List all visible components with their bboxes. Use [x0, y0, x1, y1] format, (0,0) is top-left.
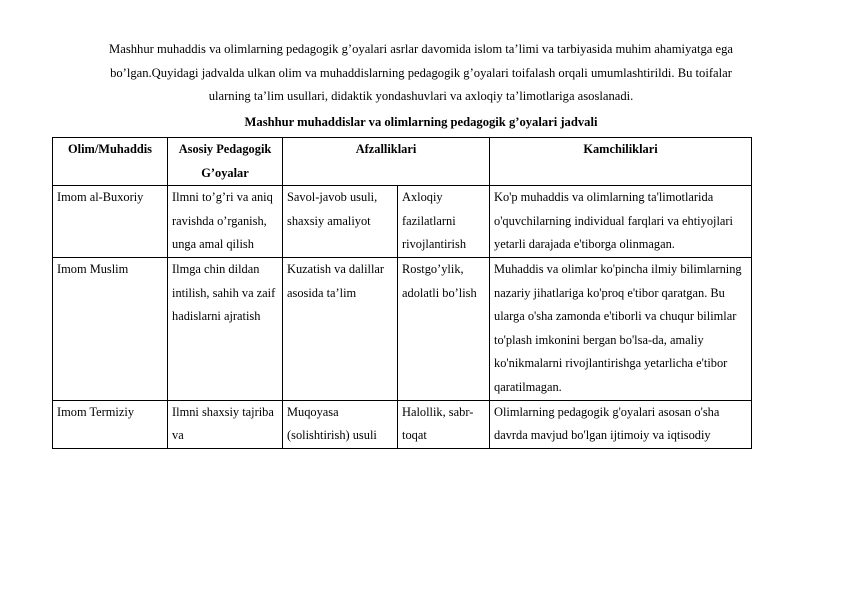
cell-advantage-method: Savol-javob usuli, shaxsiy amaliyot: [283, 186, 398, 258]
header-advantages: Afzalliklari: [283, 138, 490, 186]
table-row: [53, 257, 752, 400]
cell-shortcoming: Muhaddis va olimlar ko'pincha ilmiy bilimlarning nazariy jihatlariga ko'proq e'tibor qaratgan. Bu ularga o'sha zamonda e'tiborli va chuqur bilimlar to'plash imkonini bergan bo'lsa-da, amaliy ko'nikmalarni rivojlantirishga yetarlicha e'tibor qaratilmagan.: [490, 257, 752, 400]
cell-idea: Ilmga chin dildan intilish, sahih va zaif hadislarni ajratish: [168, 257, 283, 400]
cell-scholar: Imom al-Buxoriy: [53, 186, 168, 258]
header-scholar: Olim/Muhaddis: [53, 138, 168, 186]
table-header-row: [53, 138, 752, 186]
cell-advantage-method: Kuzatish va dalillar asosida ta’lim: [283, 257, 398, 400]
table-title: Mashhur muhaddislar va olimlarning pedagogik g’oyalari jadvali: [244, 115, 598, 129]
intro-line: ularning ta’lim usullari, didaktik yondashuvlari va axloqiy ta’limotlariga asoslanadi.: [208, 89, 634, 103]
cell-advantage-method: Muqoyasa (solishtirish) usuli: [283, 400, 398, 448]
cell-scholar: Imom Muslim: [53, 257, 168, 400]
intro-paragraph: [62, 38, 780, 109]
cell-idea: Ilmni shaxsiy tajriba va: [168, 400, 283, 448]
cell-advantage-virtue: Axloqiy fazilatlarni rivojlantirish: [398, 186, 490, 258]
cell-advantage-virtue: Halollik, sabr-toqat: [398, 400, 490, 448]
cell-scholar: Imom Termiziy: [53, 400, 168, 448]
table-row: [53, 186, 752, 258]
header-shortcomings: Kamchiliklari: [490, 138, 752, 186]
intro-line: bo’lgan.Quyidagi jadvalda ulkan olim va muhaddislarning pedagogik g’oyalari toifalash orqali umumlashtirildi. Bu toifalar: [110, 65, 732, 80]
pedagogy-table: [52, 137, 752, 449]
cell-advantage-virtue: Rostgo’ylik, adolatli bo’lish: [398, 257, 490, 400]
cell-shortcoming: Ko'p muhaddis va olimlarning ta'limotlarida o'quvchilarning individual farqlari va ehtiyojlari yetarli darajada e'tiborga olinmagan.: [490, 186, 752, 258]
cell-shortcoming: Olimlarning pedagogik g'oyalari asosan o'sha davrda mavjud bo'lgan ijtimoiy va iqtisodiy: [490, 400, 752, 448]
cell-idea: Ilmni to’g’ri va aniq ravishda o’rganish, unga amal qilish: [168, 186, 283, 258]
header-idea: Asosiy Pedagogik G’oyalar: [168, 138, 283, 186]
intro-line: Mashhur muhaddis va olimlarning pedagogik g’oyalari asrlar davomida islom ta’limi va tarbiyasida muhim ahamiyatga ega: [109, 42, 733, 56]
table-row: [53, 400, 752, 448]
